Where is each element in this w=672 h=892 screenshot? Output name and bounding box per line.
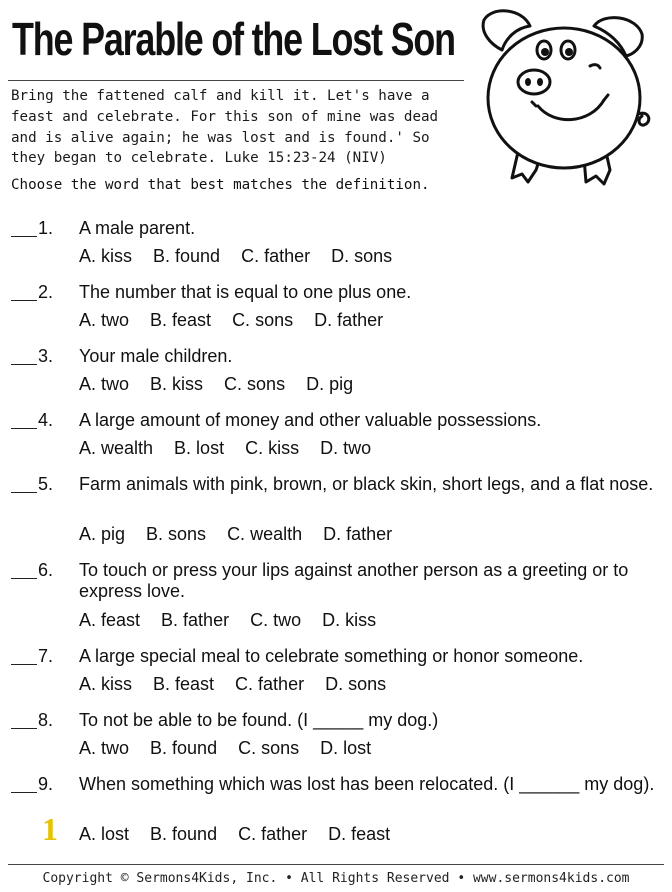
question-number: 9. bbox=[38, 774, 54, 794]
pig-snout bbox=[518, 70, 550, 94]
answer-blank[interactable] bbox=[11, 710, 37, 729]
question-number: 2. bbox=[38, 282, 54, 302]
answer-option: D. lost bbox=[320, 738, 372, 758]
footer-divider bbox=[8, 864, 664, 865]
question-definition: To touch or press your lips against another person as a greeting or to express love. bbox=[79, 560, 629, 601]
answer-option: B. found bbox=[150, 824, 218, 844]
answer-blank[interactable] bbox=[11, 282, 37, 301]
answer-option: B. feast bbox=[150, 310, 212, 330]
answer-blank[interactable] bbox=[11, 646, 37, 665]
answer-blank[interactable] bbox=[11, 474, 37, 493]
answer-options bbox=[79, 610, 397, 631]
answer-option: A. wealth bbox=[79, 438, 154, 458]
bible-verse: Bring the fattened calf and kill it. Let's have a feast and celebrate. For this son of mine was dead and is alive again; he was lost and is found.' So they began to celebrate. Luke 15:23-24 (NIV) bbox=[11, 88, 439, 167]
answer-option: C. kiss bbox=[245, 438, 300, 458]
answer-options bbox=[79, 374, 374, 395]
answer-option: B. found bbox=[153, 246, 221, 266]
question-definition: To not be able to be found. (I _____ my dog.) bbox=[79, 710, 439, 730]
question-definition: When something which was lost has been relocated. (I ______ my dog). bbox=[79, 774, 655, 794]
answer-option: C. two bbox=[250, 610, 302, 630]
answer-option: C. wealth bbox=[227, 524, 303, 544]
answer-option: D. pig bbox=[306, 374, 354, 394]
answer-option: A. kiss bbox=[79, 246, 133, 266]
answer-option: A. pig bbox=[79, 524, 126, 544]
answer-blank[interactable] bbox=[11, 774, 37, 793]
answer-options bbox=[79, 246, 413, 267]
answer-option: D. sons bbox=[325, 674, 387, 694]
answer-option: C. sons bbox=[232, 310, 294, 330]
question-number: 5. bbox=[38, 474, 54, 494]
answer-options bbox=[79, 524, 413, 545]
question-definition: The number that is equal to one plus one. bbox=[79, 282, 412, 302]
question-definition: A large amount of money and other valuable possessions. bbox=[79, 410, 542, 430]
copyright-footer: Copyright © Sermons4Kids, Inc. • All Rights Reserved • www.sermons4kids.com bbox=[42, 871, 630, 886]
pig-illustration bbox=[472, 2, 668, 192]
question-definition: A male parent. bbox=[79, 218, 196, 238]
answer-option: D. two bbox=[320, 438, 372, 458]
question-definition: Farm animals with pink, brown, or black skin, short legs, and a flat nose. bbox=[79, 474, 654, 494]
answer-option: C. sons bbox=[224, 374, 286, 394]
question-number: 8. bbox=[38, 710, 54, 730]
answer-option: D. sons bbox=[331, 246, 393, 266]
answer-blank[interactable] bbox=[11, 346, 37, 365]
answer-option: D. father bbox=[323, 524, 393, 544]
answer-option: D. father bbox=[314, 310, 384, 330]
answer-option: C. father bbox=[241, 246, 311, 266]
answer-options bbox=[79, 438, 392, 459]
answer-options bbox=[79, 738, 392, 759]
question-number: 6. bbox=[38, 560, 54, 580]
question-number: 3. bbox=[38, 346, 54, 366]
worksheet-title: The Parable of the Lost Son bbox=[12, 13, 455, 65]
answer-options bbox=[79, 824, 411, 845]
answer-option: A. two bbox=[79, 738, 130, 758]
answer-option: C. father bbox=[238, 824, 308, 844]
answer-blank[interactable] bbox=[11, 410, 37, 429]
answer-option: B. kiss bbox=[150, 374, 204, 394]
answer-option: A. lost bbox=[79, 824, 130, 844]
pig-tail bbox=[638, 113, 649, 125]
question-number: 7. bbox=[38, 646, 54, 666]
question-number: 1. bbox=[38, 218, 54, 238]
instructions: Choose the word that best matches the definition. bbox=[11, 177, 430, 193]
answer-option: D. feast bbox=[328, 824, 391, 844]
answer-options bbox=[79, 674, 407, 695]
answer-option: A. two bbox=[79, 310, 130, 330]
page-number: 1 bbox=[42, 811, 58, 847]
answer-option: C. father bbox=[235, 674, 305, 694]
answer-option: A. kiss bbox=[79, 674, 133, 694]
answer-option: D. kiss bbox=[322, 610, 377, 630]
question-definition: Your male children. bbox=[79, 346, 233, 366]
question-number: 4. bbox=[38, 410, 54, 430]
answer-option: A. feast bbox=[79, 610, 141, 630]
answer-option: B. sons bbox=[146, 524, 207, 544]
answer-option: B. feast bbox=[153, 674, 215, 694]
answer-blank[interactable] bbox=[11, 218, 37, 237]
answer-blank[interactable] bbox=[11, 560, 37, 579]
answer-option: B. father bbox=[161, 610, 230, 630]
answer-option: C. sons bbox=[238, 738, 300, 758]
question-definition: A large special meal to celebrate something or honor someone. bbox=[79, 646, 584, 666]
title-divider bbox=[8, 80, 464, 81]
answer-option: B. found bbox=[150, 738, 218, 758]
answer-options bbox=[79, 310, 404, 331]
answer-option: B. lost bbox=[174, 438, 225, 458]
answer-option: A. two bbox=[79, 374, 130, 394]
